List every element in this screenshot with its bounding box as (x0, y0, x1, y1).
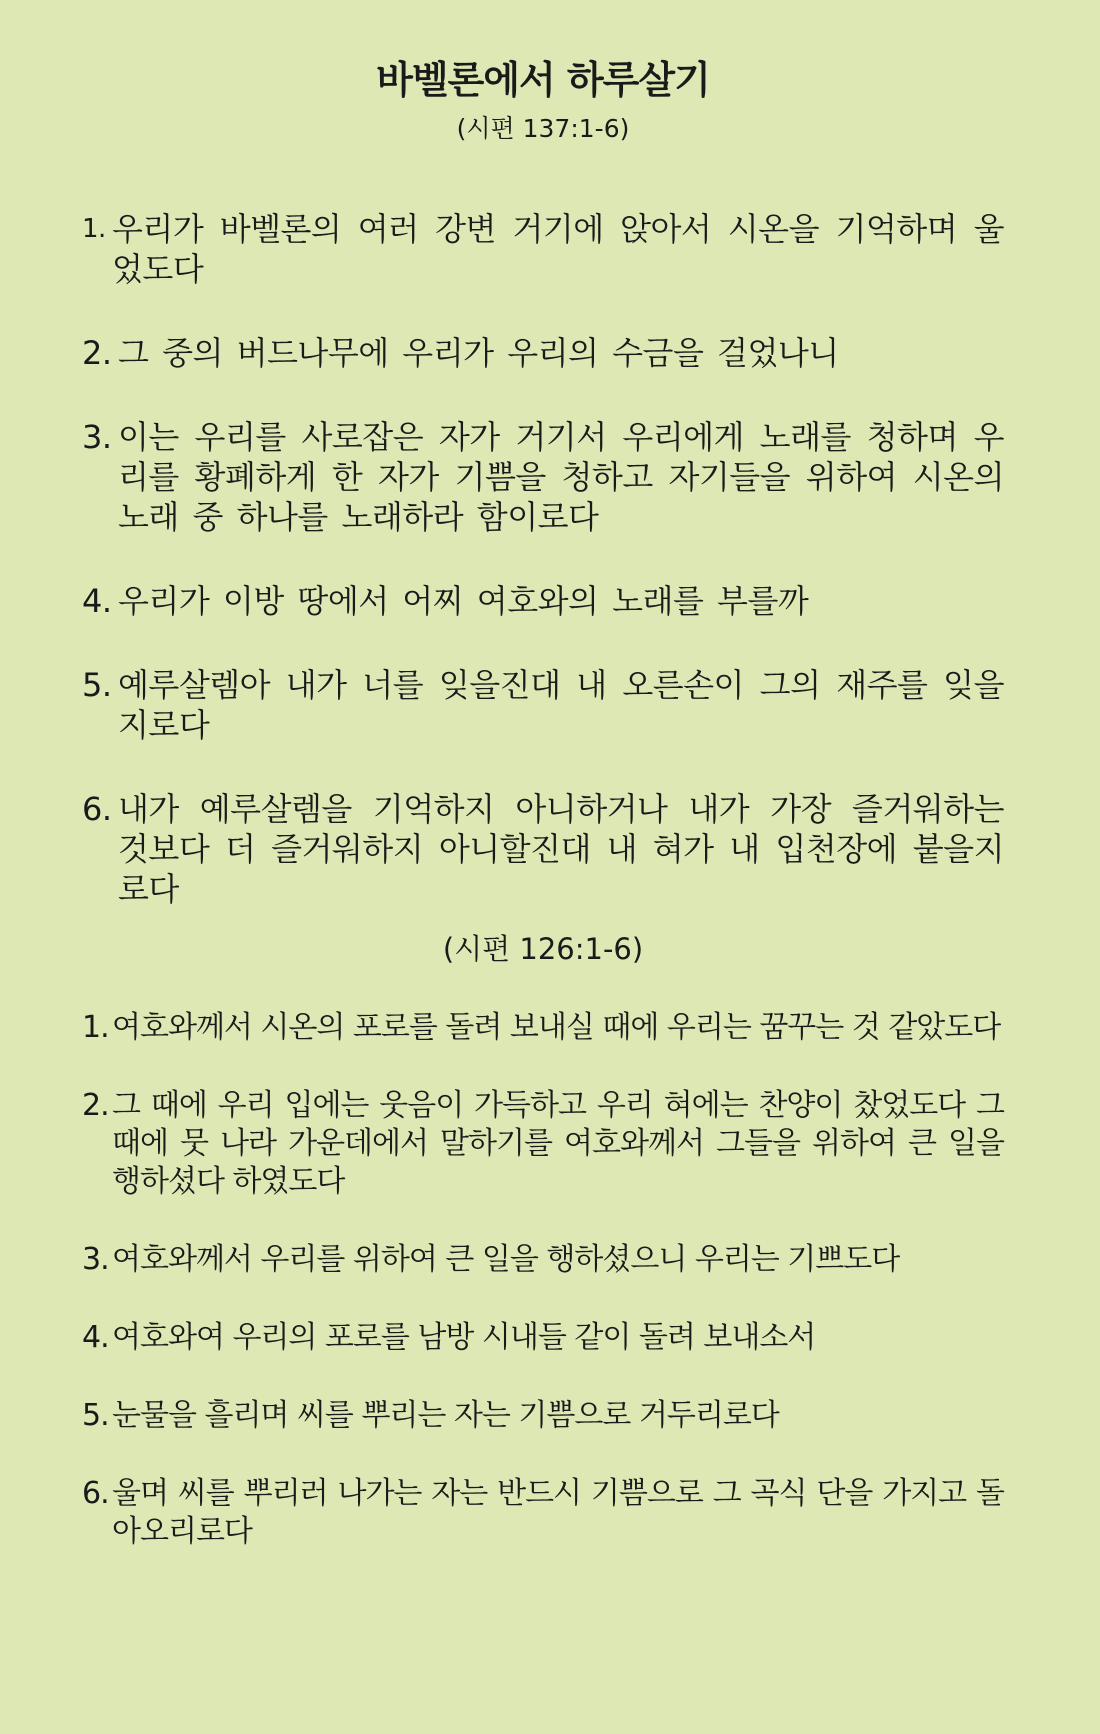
verse-list-1 (82, 209, 1004, 909)
verse-text: 이는 우리를 사로잡은 자가 거기서 우리에게 노래를 청하며 우리를 황폐하게 한 자가 기쁨을 청하고 자기들을 위하여 시온의 노래 중 하나를 노래하라 함이로다 (118, 418, 1004, 536)
verse-item (82, 1397, 1004, 1435)
verse-item (82, 417, 1004, 537)
verse-text: 여호와께서 우리를 위하여 큰 일을 행하셨으니 우리는 기쁘도다 (112, 1242, 900, 1277)
verse-number: 1. (82, 1010, 109, 1045)
verse-text: 울며 씨를 뿌리러 나가는 자는 반드시 기쁨으로 그 곡식 단을 가지고 돌아오리로다 (112, 1476, 1004, 1549)
verse-item (82, 1009, 1004, 1047)
page-title: 바벨론에서 하루살기 (376, 58, 710, 102)
verse-number: 6. (82, 790, 112, 828)
verse-text: 눈물을 흘리며 씨를 뿌리는 자는 기쁨으로 거두리로다 (112, 1398, 779, 1433)
verse-text: 여호와께서 시온의 포로를 돌려 보내실 때에 우리는 꿈꾸는 것 같았도다 (112, 1010, 1001, 1045)
verse-item (82, 665, 1004, 745)
verse-item (82, 1319, 1004, 1357)
verse-text: 그 때에 우리 입에는 웃음이 가득하고 우리 혀에는 찬양이 찼었도다 그 때에 뭇 나라 가운데에서 말하기를 여호와께서 그들을 위하여 큰 일을 행하셨다 하였도다 (112, 1088, 1004, 1199)
verse-number: 5. (82, 1398, 109, 1433)
verse-text: 내가 예루살렘을 기억하지 아니하거나 내가 가장 즐거워하는 것보다 더 즐거워하지 아니할진대 내 혀가 내 입천장에 붙을지로다 (118, 790, 1004, 908)
verse-item (82, 333, 1004, 373)
verse-number: 3. (82, 1242, 109, 1277)
scripture-reference-2: (시편 126:1-6) (442, 932, 644, 966)
verse-number: 2. (82, 1088, 109, 1123)
scripture-reference-1: (시편 137:1-6) (456, 114, 630, 143)
verse-text: 그 중의 버드나무에 우리가 우리의 수금을 걸었나니 (118, 334, 839, 372)
verse-text: 여호와여 우리의 포로를 남방 시내들 같이 돌려 보내소서 (112, 1320, 816, 1355)
verse-item (82, 581, 1004, 621)
verse-text: 예루살렘아 내가 너를 잊을진대 내 오른손이 그의 재주를 잊을지로다 (118, 666, 1004, 744)
verse-number: 1. (82, 214, 106, 244)
verse-item (82, 209, 1004, 289)
verse-number: 2. (82, 334, 112, 372)
verse-item (82, 1475, 1004, 1551)
verse-number: 3. (82, 418, 112, 456)
verse-item (82, 1241, 1004, 1279)
verse-item (82, 789, 1004, 909)
verse-number: 4. (82, 582, 112, 620)
verse-text: 우리가 바벨론의 여러 강변 거기에 앉아서 시온을 기억하며 울었도다 (112, 210, 1004, 288)
verse-text: 우리가 이방 땅에서 어찌 여호와의 노래를 부를까 (118, 582, 809, 620)
verse-number: 4. (82, 1320, 109, 1355)
verse-item (82, 1087, 1004, 1201)
verse-number: 6. (82, 1476, 109, 1511)
verse-number: 5. (82, 666, 112, 704)
verse-list-2 (82, 1009, 1004, 1551)
